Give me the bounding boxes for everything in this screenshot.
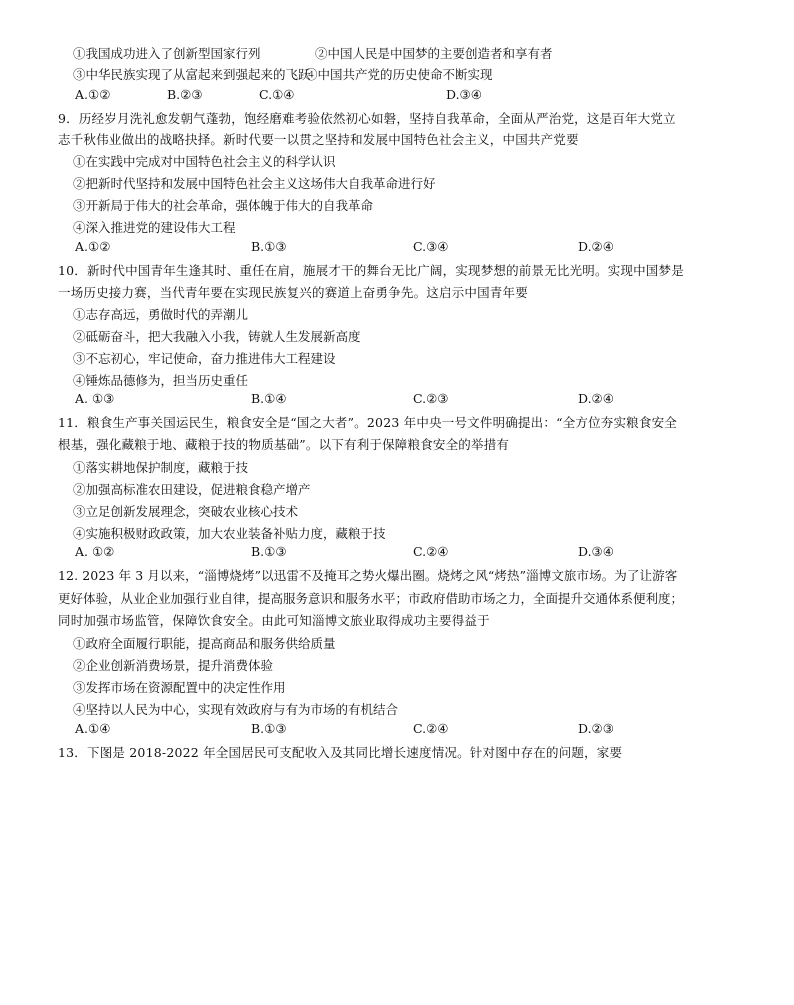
- q10-stem-line-2: 一场历史接力赛，当代青年要在实现民族复兴的赛道上奋勇争先。这启示中国青年要: [58, 285, 528, 300]
- q11-answer-c: C.②④: [413, 544, 449, 559]
- q12-answer-b: B.①③: [251, 721, 287, 736]
- q8-answer-a: A.①②: [75, 87, 111, 102]
- q8-answer-d: D.③④: [446, 87, 482, 102]
- q9-stem-line-2: 志千秋伟业做出的战略抉择。新时代要一以贯之坚持和发展中国特色社会主义，中国共产党要: [58, 132, 579, 147]
- q11-option-2: ②加强高标准农田建设，促进粮食稳产增产: [73, 482, 311, 497]
- q9-option-2: ②把新时代坚持和发展中国特色社会主义这场伟大自我革命进行好: [73, 176, 436, 191]
- q11-answers: [75, 542, 715, 562]
- q10-answer-b: B.①④: [251, 391, 287, 406]
- q12-answer-c: C.②④: [413, 721, 449, 736]
- q9-option-1: ①在实践中完成对中国特色社会主义的科学认识: [73, 154, 336, 169]
- q10-option-3: ③不忘初心，牢记使命，奋力推进伟大工程建设: [73, 351, 336, 366]
- q11-option-4: ④实施积极财政政策，加大农业装备补贴力度，藏粮于技: [73, 526, 386, 541]
- q9-answers: [75, 237, 715, 257]
- q9-answer-a: A.①②: [75, 239, 111, 254]
- q12-option-3: ③发挥市场在资源配置中的决定性作用: [73, 680, 286, 695]
- q8-answers: [75, 85, 515, 105]
- q12-answers: [75, 719, 715, 739]
- q12-option-1: ①政府全面履行职能，提高商品和服务供给质量: [73, 636, 336, 651]
- q10-option-4: ④锤炼品德修为，担当历史重任: [73, 373, 249, 388]
- q9-answer-d: D.②④: [578, 239, 614, 254]
- q8-option-2: ②中国人民是中国梦的主要创造者和享有者: [315, 46, 553, 61]
- q11-answer-b: B.①③: [251, 544, 287, 559]
- q10-answer-d: D.②④: [578, 391, 614, 406]
- q12-option-2: ②企业创新消费场景，提升消费体验: [73, 658, 274, 673]
- q8-answer-c: C.①④: [259, 87, 295, 102]
- q11-answer-a: A. ①②: [75, 544, 115, 559]
- q11-stem-line-1: 11．粮食生产事关国运民生，粮食安全是“国之大者”。2023 年中央一号文件明确提出：“全方位夯实粮食安全: [58, 415, 677, 430]
- q10-answer-a: A. ①③: [75, 391, 115, 406]
- q13-stem-line-1: 13．下图是 2018-2022 年全国居民可支配收入及其同比增长速度情况。针对图中存在的问题，家要: [58, 745, 623, 760]
- q8-option-1: ①我国成功进入了创新型国家行列: [73, 46, 261, 61]
- q9-answer-c: C.③④: [413, 239, 449, 254]
- q8-option-4: ④中国共产党的历史使命不断实现: [305, 67, 493, 82]
- q9-stem-line-1: 9．历经岁月洗礼愈发朝气蓬勃，饱经磨难考验依然初心如磐，坚持自我革命，全面从严治党，这是百年大党立: [58, 111, 676, 126]
- q10-stem-line-1: 10．新时代中国青年生逢其时、重任在肩，施展才干的舞台无比广阔，实现梦想的前景无比光明。实现中国梦是: [58, 263, 684, 278]
- q9-option-3: ③开新局于伟大的社会革命，强体魄于伟大的自我革命: [73, 198, 374, 213]
- q10-option-2: ②砥砺奋斗，把大我融入小我，铸就人生发展新高度: [73, 329, 361, 344]
- q11-option-3: ③立足创新发展理念，突破农业核心技术: [73, 504, 299, 519]
- q8-answer-b: B.②③: [167, 87, 203, 102]
- q11-answer-d: D.③④: [578, 544, 614, 559]
- q12-answer-d: D.②③: [578, 721, 614, 736]
- q12-stem-line-2: 更好体验，从业企业加强行业自律，提高服务意识和服务水平；市政府借助市场之力，全面提升交通体系便利度；: [58, 591, 684, 606]
- q10-option-1: ①志存高远，勇做时代的弄潮儿: [73, 307, 249, 322]
- q11-stem-line-2: 根基，强化藏粮于地、藏粮于技的物质基础”。以下有利于保障粮食安全的举措有: [58, 437, 510, 452]
- q9-answer-b: B.①③: [251, 239, 287, 254]
- q12-answer-a: A.①④: [75, 721, 111, 736]
- q12-stem-line-1: 12. 2023 年 3 月以来，“淄博烧烤”以迅雷不及掩耳之势火爆出圈。烧烤之风“烤热”淄博文旅市场。为了让游客: [58, 568, 678, 583]
- q11-option-1: ①落实耕地保护制度，藏粮于技: [73, 460, 249, 475]
- q8-option-3: ③中华民族实现了从富起来到强起来的飞跃: [73, 67, 311, 82]
- q10-answers: [75, 389, 715, 409]
- q12-option-4: ④坚持以人民为中心，实现有效政府与有为市场的有机结合: [73, 702, 399, 717]
- q12-stem-line-3: 同时加强市场监管，保障饮食安全。由此可知淄博文旅业取得成功主要得益于: [58, 613, 490, 628]
- q9-option-4: ④深入推进党的建设伟大工程: [73, 220, 236, 235]
- q10-answer-c: C.②③: [413, 391, 449, 406]
